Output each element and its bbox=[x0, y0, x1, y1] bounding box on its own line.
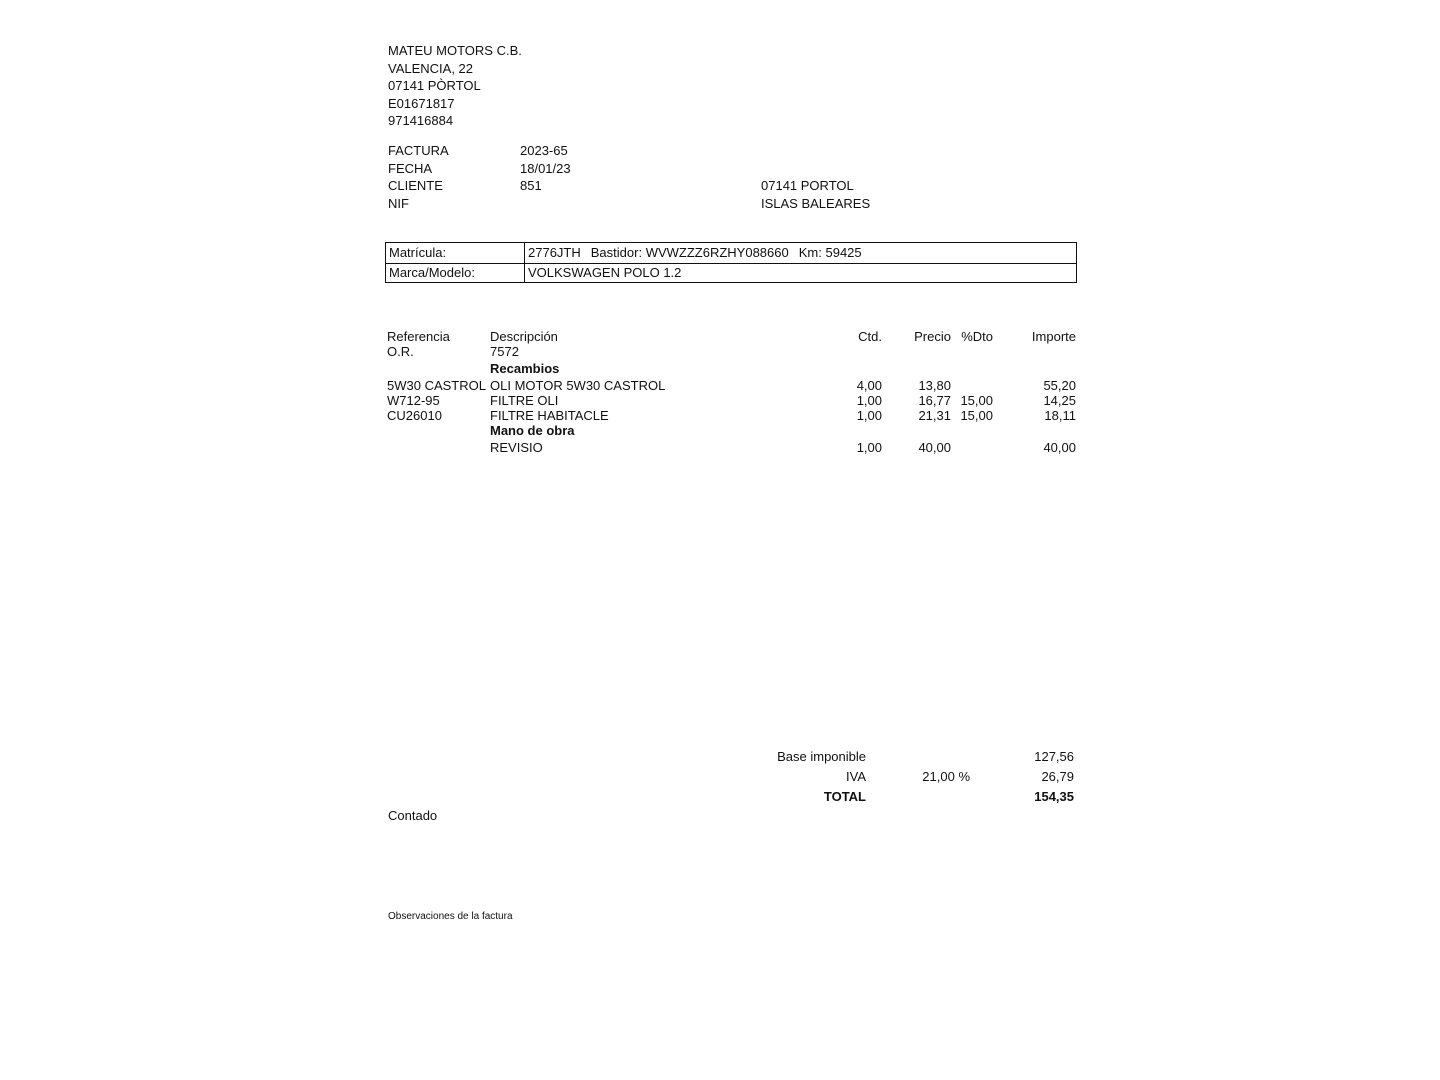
header-reference: Referencia bbox=[387, 329, 450, 344]
vehicle-model-row bbox=[386, 263, 1076, 283]
table-row-section bbox=[0, 423, 1440, 438]
row-description: REVISIO bbox=[490, 440, 543, 455]
payment-method: Contado bbox=[388, 808, 438, 823]
client-region: ISLAS BALEARES bbox=[761, 195, 871, 211]
vat-label: IVA bbox=[846, 769, 866, 784]
total-label: TOTAL bbox=[823, 789, 866, 804]
vehicle-identification bbox=[528, 246, 862, 260]
section-labour: Mano de obra bbox=[490, 423, 575, 438]
client-number: 851 bbox=[520, 178, 542, 193]
header-discount: %Dto bbox=[961, 329, 993, 344]
client-city: 07141 PORTOL bbox=[761, 178, 854, 193]
km-value: 59425 bbox=[825, 245, 862, 260]
table-row bbox=[0, 440, 1440, 455]
company-phone: 971416884 bbox=[388, 113, 454, 128]
row-reference: W712-95 bbox=[387, 393, 440, 408]
row-reference: 5W30 CASTROL bbox=[387, 378, 486, 393]
row-quantity: 1,00 bbox=[856, 393, 882, 408]
vehicle-plate-row bbox=[386, 243, 1076, 264]
company-street: VALENCIA, 22 bbox=[388, 60, 474, 76]
model-value: VOLKSWAGEN POLO 1.2 bbox=[528, 265, 682, 280]
totals-vat-row bbox=[0, 769, 1440, 784]
base-value: 127,56 bbox=[1034, 749, 1074, 764]
invoice-meta-labels bbox=[388, 143, 449, 213]
model-label: Marca/Modelo: bbox=[389, 265, 475, 280]
row-reference: CU26010 bbox=[387, 408, 442, 423]
header-description: Descripción bbox=[490, 329, 558, 344]
invoice-notes-label: Observaciones de la factura bbox=[388, 911, 513, 922]
client-address bbox=[761, 178, 870, 213]
company-info bbox=[388, 43, 522, 131]
table-row bbox=[0, 344, 1440, 359]
nif-label: NIF bbox=[388, 195, 409, 211]
totals-total-row bbox=[0, 789, 1440, 804]
row-amount: 18,11 bbox=[1044, 408, 1076, 423]
row-quantity: 1,00 bbox=[856, 440, 882, 455]
row-reference: O.R. bbox=[387, 344, 414, 359]
row-price: 16,77 bbox=[918, 393, 951, 408]
vehicle-box-divider bbox=[524, 243, 525, 282]
client-label: CLIENTE bbox=[388, 178, 443, 193]
row-description: OLI MOTOR 5W30 CASTROL bbox=[490, 378, 666, 393]
vehicle-box bbox=[385, 242, 1077, 283]
row-price: 21,31 bbox=[918, 408, 951, 423]
company-name: MATEU MOTORS C.B. bbox=[388, 43, 522, 58]
items-table-header bbox=[0, 329, 1440, 344]
base-label: Base imponible bbox=[777, 749, 866, 764]
row-discount: 15,00 bbox=[960, 408, 993, 423]
total-value: 154,35 bbox=[1034, 789, 1074, 804]
totals-base-row bbox=[0, 749, 1440, 764]
vat-value: 26,79 bbox=[1041, 769, 1074, 784]
plate-value: 2776JTH bbox=[528, 245, 581, 260]
chassis-value: WVWZZZ6RZHY088660 bbox=[645, 245, 789, 260]
header-quantity: Ctd. bbox=[858, 329, 882, 344]
km-label: Km: bbox=[798, 245, 822, 260]
row-description: 7572 bbox=[490, 344, 519, 359]
table-row bbox=[0, 393, 1440, 408]
plate-label: Matrícula: bbox=[389, 245, 447, 260]
row-price: 13,80 bbox=[918, 378, 951, 393]
row-amount: 40,00 bbox=[1043, 440, 1076, 455]
table-row bbox=[0, 378, 1440, 393]
company-city: 07141 PÒRTOL bbox=[388, 78, 481, 93]
section-spare-parts: Recambios bbox=[490, 361, 560, 376]
header-price: Precio bbox=[914, 329, 951, 344]
invoice-date-label: FECHA bbox=[388, 160, 433, 176]
invoice-number-label: FACTURA bbox=[388, 143, 449, 158]
row-price: 40,00 bbox=[918, 440, 951, 455]
row-amount: 14,25 bbox=[1043, 393, 1076, 408]
invoice-date: 18/01/23 bbox=[520, 160, 571, 176]
row-description: FILTRE OLI bbox=[490, 393, 559, 408]
row-discount: 15,00 bbox=[960, 393, 993, 408]
header-amount: Importe bbox=[1031, 329, 1076, 344]
invoice-meta-values bbox=[520, 143, 571, 196]
row-quantity: 4,00 bbox=[856, 378, 882, 393]
vat-rate: 21,00 % bbox=[922, 769, 970, 784]
row-amount: 55,20 bbox=[1043, 378, 1076, 393]
invoice-number: 2023-65 bbox=[520, 143, 568, 158]
company-tax-id: E01671817 bbox=[388, 95, 455, 111]
table-row bbox=[0, 408, 1440, 423]
row-quantity: 1,00 bbox=[856, 408, 882, 423]
table-row-section bbox=[0, 361, 1440, 376]
row-description: FILTRE HABITACLE bbox=[490, 408, 609, 423]
chassis-label: Bastidor: bbox=[590, 245, 643, 260]
